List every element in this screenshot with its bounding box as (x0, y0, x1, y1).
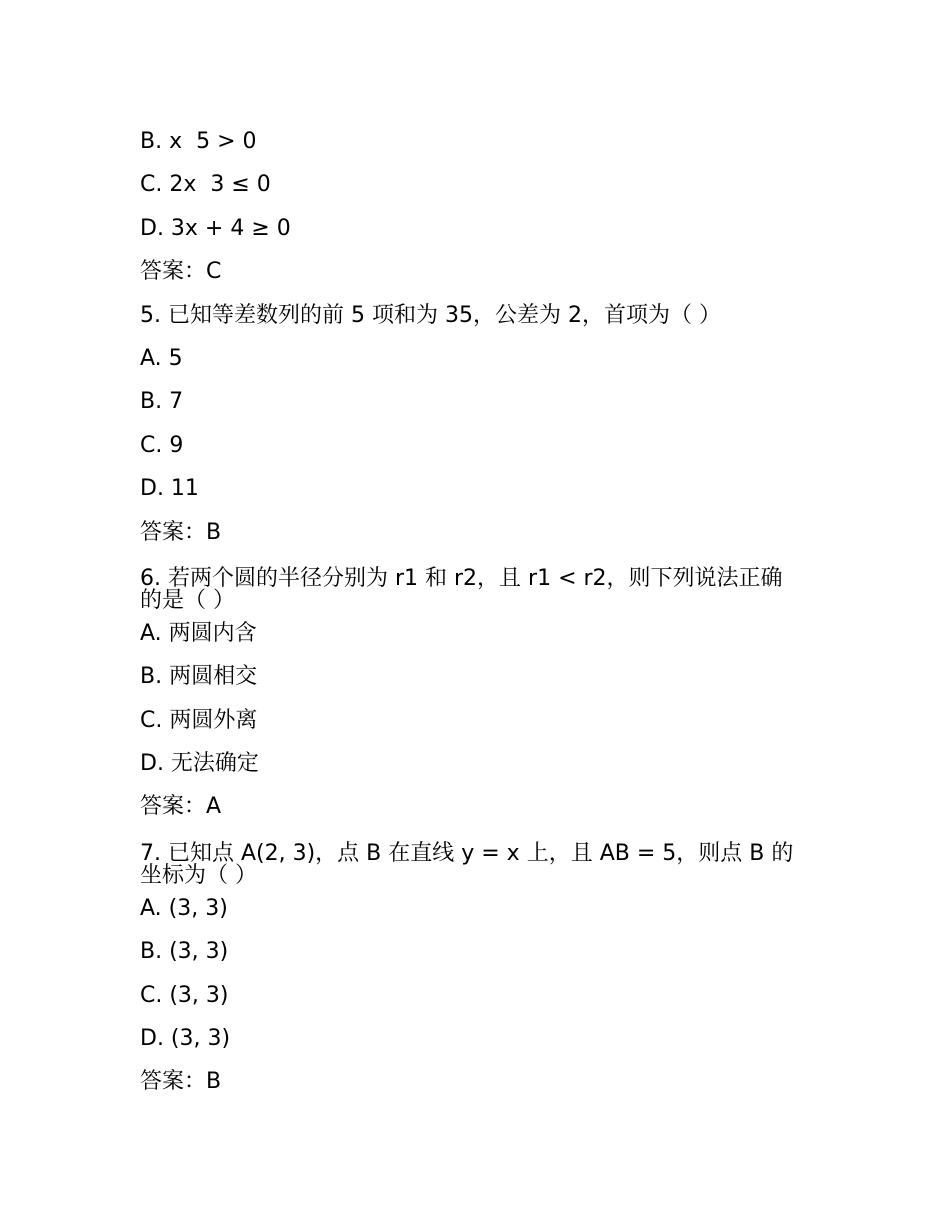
option-a-q5: A. 5 (140, 345, 183, 371)
document-page (140, 120, 820, 1104)
answer-q7: 答案：B (140, 1069, 222, 1095)
option-c-q5: C. 9 (140, 432, 184, 458)
question-6: 6. 若两个圆的半径分别为 r1 和 r2，且 r1 < r2，则下列说法正确的是（ ） (140, 565, 783, 613)
option-c-q7: C. (3, 3) (140, 982, 229, 1008)
answer-q5: 答案：B (140, 519, 222, 545)
option-a-q6: A. 两圆内含 (140, 620, 257, 646)
question-7: 7. 已知点 A(2, 3)，点 B 在直线 y = x 上，且 AB = 5，则点 B 的坐标为（ ） (140, 840, 794, 888)
option-c-q4: C. 2x 3 ≤ 0 (140, 172, 271, 198)
answer-q6: 答案：A (140, 794, 222, 820)
option-c-q6: C. 两圆外离 (140, 707, 258, 733)
question-5: 5. 已知等差数列的前 5 项和为 35，公差为 2，首项为（ ） (140, 302, 721, 328)
option-d-q6: D. 无法确定 (140, 751, 259, 777)
option-b-q7: B. (3, 3) (140, 939, 229, 965)
option-a-q7: A. (3, 3) (140, 895, 228, 921)
option-b-q6: B. 两圆相交 (140, 664, 258, 690)
option-d-q5: D. 11 (140, 476, 199, 502)
option-d-q4: D. 3x + 4 ≥ 0 (140, 215, 291, 241)
option-b-q4: B. x 5 > 0 (140, 129, 257, 154)
option-d-q7: D. (3, 3) (140, 1026, 231, 1052)
answer-q4: 答案：C (140, 259, 222, 285)
option-b-q5: B. 7 (140, 389, 184, 415)
